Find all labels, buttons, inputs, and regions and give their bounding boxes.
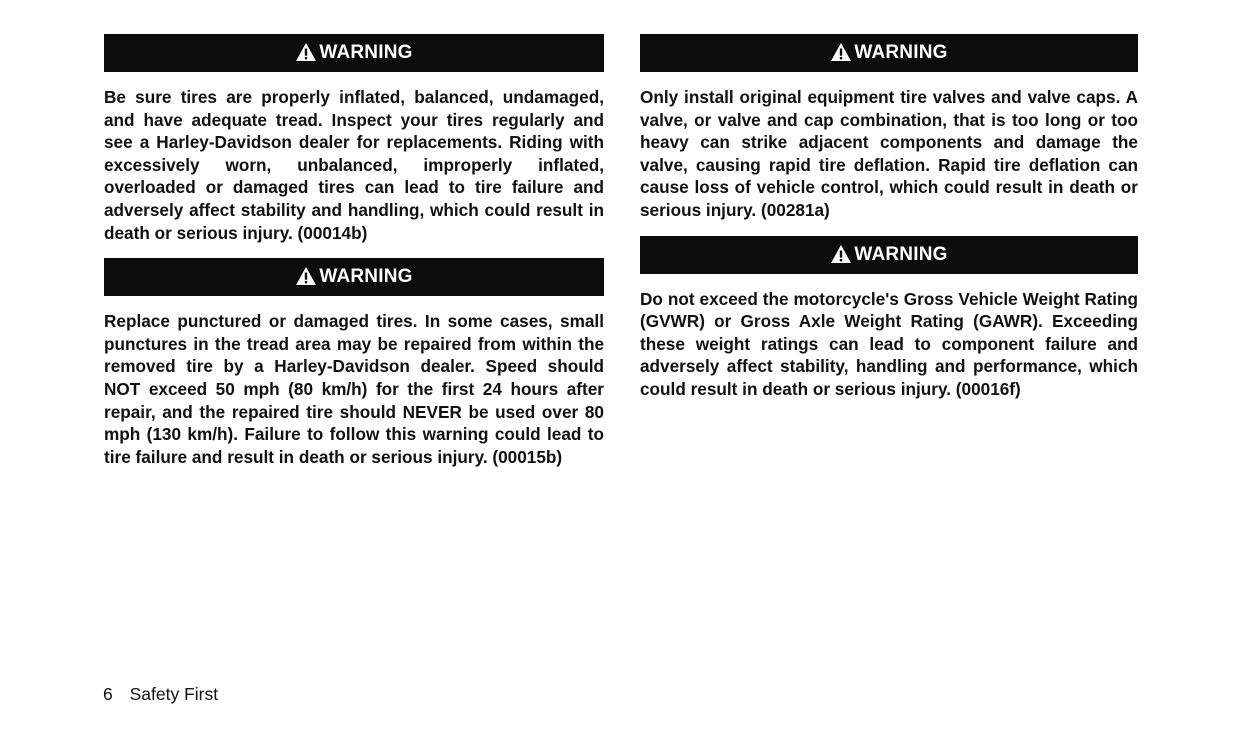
warning-banner — [104, 258, 604, 296]
page-number: 6 — [103, 684, 113, 704]
warning-text: Replace punctured or damaged tires. In some cases, small punctures in the tread area may be repaired from within the removed tire by a Harley-Davidson dealer. Speed should NOT exceed 50 mph (80 km/h) for the first 24 hours after repair, and the repaired tire should NEVER be used over 80 mph (130 km/h). Failure to follow this warning could lead to tire failure and result in death or serious injury. (00015b) — [104, 311, 604, 467]
right-column — [640, 34, 1138, 415]
warning-banner — [640, 236, 1138, 274]
warning-triangle-icon — [830, 42, 852, 62]
warning-block-valve-caps — [640, 34, 1138, 222]
warning-text: Be sure tires are properly inflated, balanced, undamaged, and have adequate tread. Inspect your tires regularly and see a Harley-Davidson dealer for replacements. Riding with excessively worn, unbalanced, improperly inflated, overloaded or damaged tires can lead to tire failure and adversely affect stability and handling, which could result in death or serious injury. (00014b) — [104, 87, 604, 243]
warning-block-weight-rating — [640, 236, 1138, 401]
warning-title: WARNING — [854, 42, 948, 63]
warning-triangle-icon — [295, 266, 317, 286]
warning-title: WARNING — [854, 243, 948, 265]
warning-triangle-icon — [830, 244, 852, 264]
warning-block-tire-repair — [104, 258, 604, 468]
warning-title: WARNING — [319, 42, 413, 63]
page-footer — [103, 684, 218, 705]
warning-triangle-icon — [295, 42, 317, 62]
warning-text: Only install original equipment tire valves and valve caps. A valve, or valve and cap combination, that is too long or too heavy can strike adjacent components and damage the valve, causing rapid tire deflation. Rapid tire deflation can cause loss of vehicle control, which could result in death or serious injury. (00281a) — [640, 87, 1138, 220]
warning-block-tire-inflation — [104, 34, 604, 244]
warning-text: Do not exceed the motorcycle's Gross Vehicle Weight Rating (GVWR) or Gross Axle Weight Rating (GAWR). Exceeding these weight ratings can lead to component failure and adversely affect stability, handling and performance, which could result in death or serious injury. (00016f) — [640, 288, 1138, 399]
section-title: Safety First — [129, 684, 219, 704]
warning-banner — [104, 34, 604, 72]
warning-banner — [640, 34, 1138, 72]
warning-title: WARNING — [319, 266, 413, 288]
left-column — [104, 34, 604, 482]
